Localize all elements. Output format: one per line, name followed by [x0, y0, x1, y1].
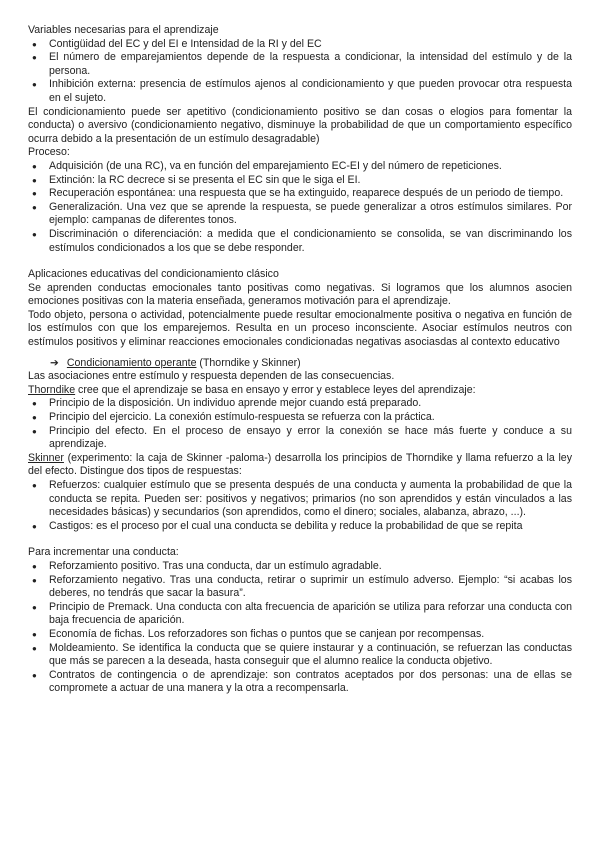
aplicaciones-paragraph-2: Todo objeto, persona o actividad, potencialmente puede resultar emocionalmente positiva o negativa en función de los estímulos con que los emparejemos. Resulta en un proceso inconsciente. Asociar estímulos neutros con estímulos positivos y eliminar reacciones emocionales condicionadas negativas asociasdas al contexto educativo: [28, 308, 572, 349]
list-item: ● Refuerzos: cualquier estímulo que se presenta después de una conducta y aumenta la probabilidad de que la conducta se repita. Pueden ser: positivos y negativos; primarios (no son aprendidos y están vinculados a las necesidades básicas) y secundarios (son aprendidos, como el dinero; sociales, alabanza, abrazo, ...).: [28, 479, 572, 520]
arrow-icon: ➔: [50, 356, 59, 369]
section-heading-variables: Variables necesarias para el aprendizaje: [28, 24, 219, 36]
variables-list: [28, 38, 572, 106]
list-item: ● Contigüidad del EC y del EI e Intensidad de la RI y del EC: [28, 38, 572, 52]
list-item: ● Moldeamiento. Se identifica la conducta que se quiere instaurar y a continuación, se refuerzan las conductas que más se parecen a la deseada, hasta conseguir que el alumno realice la conducta objetivo.: [28, 642, 572, 669]
operant-intro: Las asociaciones entre estímulo y respuesta dependen de las consecuencias.: [28, 370, 395, 383]
list-item: ● Principio del efecto. En el proceso de ensayo y error la conexión se hace más fuerte y conduce a su aprendizaje.: [28, 425, 572, 452]
list-item: ● Adquisición (de una RC), va en función del emparejamiento EC-EI y del número de repeticiones.: [28, 160, 572, 174]
thorndike-list: [28, 397, 572, 451]
list-item: ● Generalización. Una vez que se aprende la respuesta, se puede generalizar a otros estímulos similares. Por ejemplo: campanas de diferentes tonos.: [28, 201, 572, 228]
section-heading-proceso: Proceso:: [28, 146, 70, 159]
list-item: ● Principio del ejercicio. La conexión estímulo-respuesta se refuerza con la práctica.: [28, 411, 572, 425]
spacer: [28, 350, 572, 357]
operant-title: Condicionamiento operante: [66, 356, 197, 369]
list-item: ● Discriminación o diferenciación: a medida que el condicionamiento se consolida, se van discriminando los estímulos condicionados a los que se debe responder.: [28, 228, 572, 255]
section-heading-incrementar: Para incrementar una conducta:: [28, 546, 179, 559]
skinner-name: Skinner: [28, 451, 64, 464]
thorndike-text: cree que el aprendizaje se basa en ensayo y error y establece leyes del aprendizaje:: [75, 383, 476, 396]
aplicaciones-paragraph-1: Se aprenden conductas emocionales tanto positivas como negativas. Si logramos que los alumnos asocien emociones positivas con la materia enseñada, generamos motivación para el aprendizaje.: [28, 281, 572, 308]
operant-title-suffix: (Thorndike y Skinner): [196, 356, 301, 369]
list-item: ● El número de emparejamientos depende de la respuesta a condicionar, la intensidad del estímulo y de la persona.: [28, 51, 572, 78]
list-item: ● Recuperación espontánea: una respuesta que se ha extinguido, reaparece después de un periodo de tiempo.: [28, 187, 572, 201]
list-item: ● Reforzamiento positivo. Tras una conducta, dar un estímulo agradable.: [28, 560, 572, 574]
conditioning-paragraph: El condicionamiento puede ser apetitivo (condicionamiento positivo se dan cosas o elogios para fomentar la conducta) o aversivo (condicionamiento negativo, disminuye la probabilidad de que un comportamiento específico ocurra debido a la presentación de un estímulo desagradable): [28, 105, 572, 145]
incrementar-list: [28, 560, 572, 696]
thorndike-name: Thorndike: [28, 383, 76, 396]
skinner-text: (experimento: la caja de Skinner -paloma-) desarrolla los principios de Thorndike y llama refuerzo a la ley del efecto. Distingue dos tipos de respuestas:: [28, 451, 572, 478]
list-item: ● Reforzamiento negativo. Tras una conducta, retirar o suprimir un estímulo adverso. Ejemplo: “si acabas los deberes, no tendrás que sacar la basura”.: [28, 574, 572, 601]
list-item: ● Principio de la disposición. Un individuo aprende mejor cuando está preparado.: [28, 397, 572, 411]
operant-heading: [28, 357, 572, 371]
proceso-list: [28, 160, 572, 255]
list-item: ● Extinción: la RC decrece si se presenta el EC sin que le siga el EI.: [28, 174, 572, 188]
section-heading-aplicaciones: Aplicaciones educativas del condicionamiento clásico: [28, 268, 279, 281]
list-item: ● Economía de fichas. Los reforzadores son fichas o puntos que se canjean por recompensas.: [28, 628, 572, 642]
spacer: [28, 255, 572, 268]
list-item: ● Contratos de contingencia o de aprendizaje: son contratos aceptados por dos personas: una de ellas se compromete a actuar de una manera y la otra a recompensarla.: [28, 669, 572, 696]
spacer: [28, 533, 572, 546]
list-item: ● Principio de Premack. Una conducta con alta frecuencia de aparición se utiliza para reforzar una conducta con baja frecuencia de aparición.: [28, 601, 572, 628]
skinner-list: [28, 479, 572, 533]
thorndike-paragraph: [28, 384, 572, 398]
skinner-paragraph: [28, 452, 572, 479]
list-item: ● Castigos: es el proceso por el cual una conducta se debilita y reduce la probabilidad de que se repita: [28, 520, 572, 534]
list-item: ● Inhibición externa: presencia de estímulos ajenos al condicionamiento y que pueden provocar otra respuesta en el sujeto.: [28, 78, 572, 105]
